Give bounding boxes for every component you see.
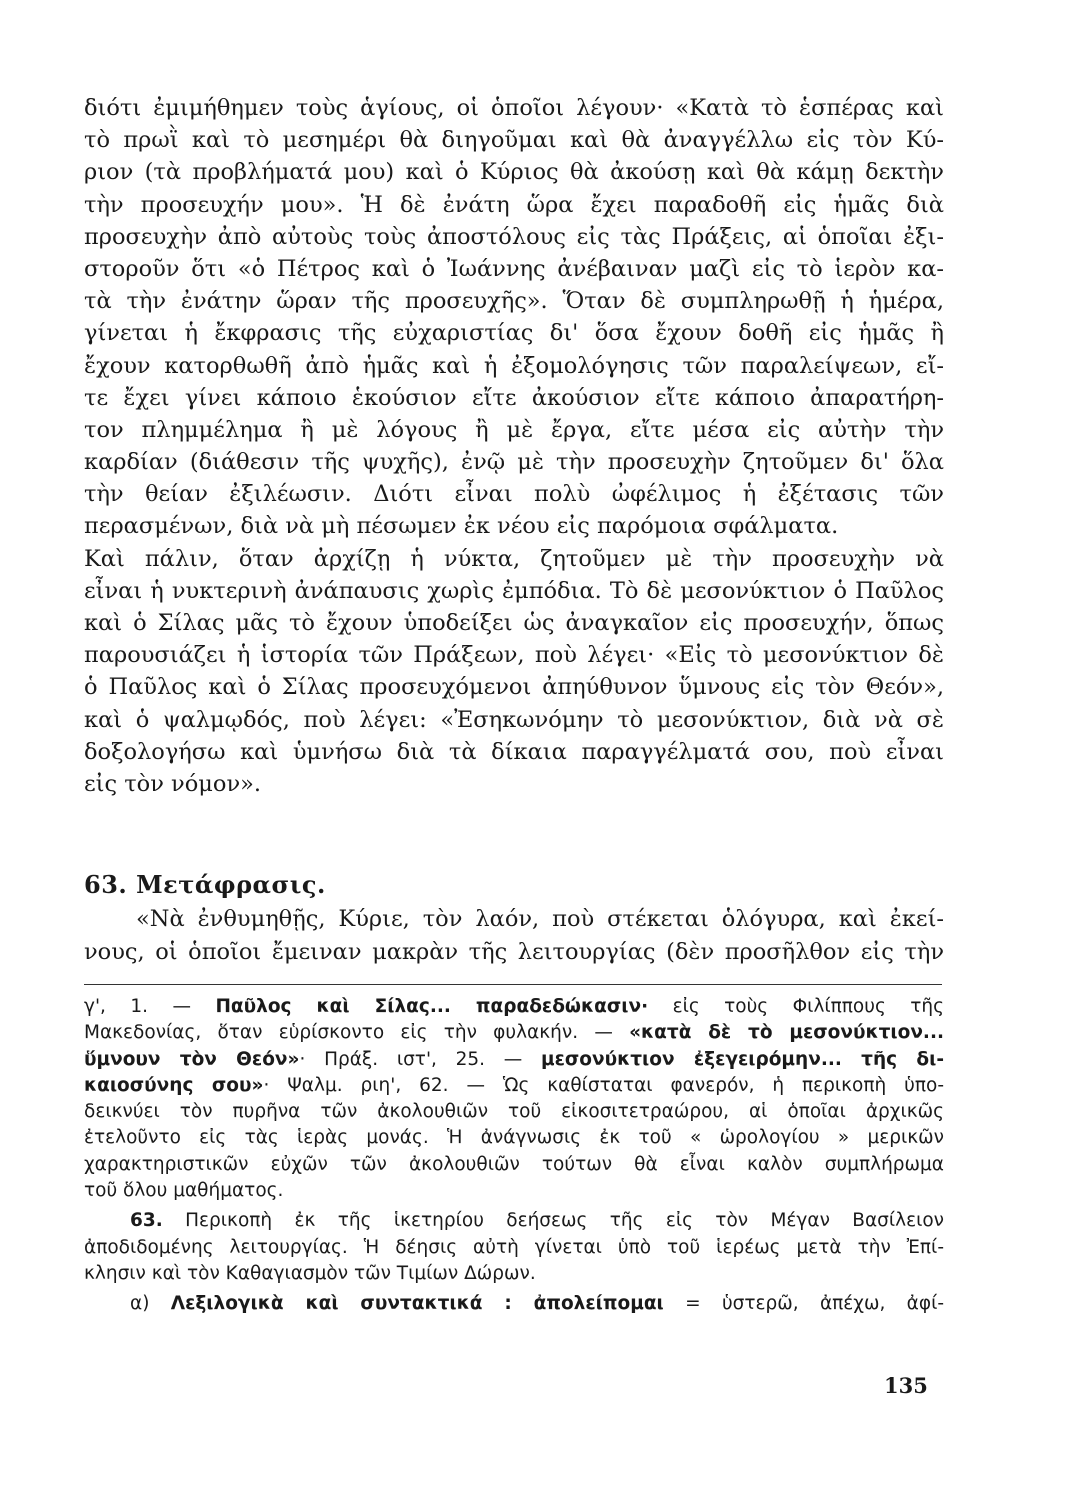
- text-line: εἶναι ἡ νυκτερινὴ ἀνάπαυσις χωρὶς ἐμπόδια. Τὸ δὲ μεσονύκτιον ὁ Παῦλος: [84, 577, 944, 604]
- text-line: περασμένων, διὰ νὰ μὴ πέσωμεν ἐκ νέου εἰς παρόμοια σφάλματα.: [84, 513, 839, 540]
- main-text-block: [84, 92, 944, 800]
- footnote-text: α): [130, 1293, 171, 1315]
- footnote-bold-text: Παῦλος καὶ Σίλας... παραδεδώκασιν·: [215, 996, 649, 1017]
- footnote-line: [84, 1073, 944, 1099]
- text-line: δοξολογήσω καὶ ὑμνήσω διὰ τὰ δίκαια παραγγέλματά σου, ποὺ εἶναι: [84, 738, 944, 765]
- text-line: τὴν θείαν ἐξιλέωσιν. Διότι εἶναι πολὺ ὠφέλιμος ἡ ἐξέτασις τῶν: [84, 481, 944, 508]
- footnote-line: τοῦ ὅλου μαθήματος.: [84, 1180, 284, 1202]
- section-text-block: [84, 903, 944, 968]
- footnote-text: · Ψαλμ. ριη', 62. — Ὡς καθίσταται φανερόν, ἡ περικοπὴ ὑπο-: [263, 1074, 944, 1096]
- footnote-bold-text: Λεξιλογικὰ καὶ συντακτικά : ἀπολείπομαι: [170, 1293, 664, 1315]
- footnote-text: = ὑστερῶ, ἀπέχω, ἀφί-: [663, 1293, 945, 1315]
- text-line: γίνεται ἡ ἔκφρασις τῆς εὐχαριστίας δι' ὅσα ἔχουν δοθῆ εἰς ἡμᾶς ἢ: [84, 320, 944, 347]
- text-line: ἔχουν κατορθωθῆ ἀπὸ ἡμᾶς καὶ ἡ ἐξομολόγησις τῶν παραλείψεων, εἴ-: [84, 352, 944, 379]
- text-line: καὶ ὁ Σίλας μᾶς τὸ ἔχουν ὑποδείξει ὡς ἀναγκαῖον εἰς προσευχήν, ὅπως: [84, 610, 944, 636]
- footnote-line: ἀποδιδομένης λειτουργίας. Ἡ δέησις αὐτὴ γίνεται ὑπὸ τοῦ ἱερέως μετὰ τὴν Ἐπί-: [84, 1236, 944, 1258]
- text-line: στοροῦν ὅτι «ὁ Πέτρος καὶ ὁ Ἰωάννης ἀνέβαιναν μαζὶ εἰς τὸ ἱερὸν κα-: [84, 255, 944, 282]
- section-heading: 63. Μετάφρασις.: [84, 870, 326, 899]
- footnote-divider: [84, 984, 942, 985]
- footnote-line: [84, 1047, 944, 1073]
- footnote-text: εἰς τοὺς Φιλίππους τῆς: [648, 996, 944, 1017]
- footnote-line: δεικνύει τὸν πυρῆνα τῶν ἀκολουθιῶν τοῦ εἰκοσιτετραώρου, αἱ ὁποῖαι ἀρχικῶς: [84, 1101, 944, 1123]
- footnote-bold-text: «κατὰ δὲ τὸ μεσονύκτιον...: [629, 1022, 945, 1044]
- footnote-line: [84, 994, 944, 1020]
- text-line: νους, οἱ ὁποῖοι ἔμειναν μακρὰν τῆς λειτουργίας (δὲν προσῆλθον εἰς τὴν: [84, 938, 944, 965]
- text-line: καὶ ὁ ψαλμῳδός, ποὺ λέγει: «Ἐσηκωνόμην τὸ μεσονύκτιον, διὰ νὰ σὲ: [84, 706, 944, 733]
- text-line: διότι ἐμιμήθημεν τοὺς ἁγίους, οἱ ὁποῖοι λέγουν· «Κατὰ τὸ ἑσπέρας καὶ: [84, 95, 944, 121]
- footnote-line: κλησιν καὶ τὸν Καθαγιασμὸν τῶν Τιμίων Δώρων.: [84, 1262, 536, 1284]
- footnotes-block: [84, 994, 944, 1318]
- footnote-bold-text: μεσονύκτιον ἐξεγειρόμην... τῆς δι-: [540, 1048, 944, 1070]
- footnote-line: ἐτελοῦντο εἰς τὰς ἱερὰς μονάς. Ἡ ἀνάγνωσις ἐκ τοῦ « ὡρολογίου » μερικῶν: [84, 1127, 944, 1149]
- footnote-text: · Πράξ. ιστ', 25. —: [299, 1048, 541, 1070]
- text-line: «Νὰ ἐνθυμηθῇς, Κύριε, τὸν λαόν, ποὺ στέκεται ὁλόγυρα, καὶ ἐκεί-: [136, 906, 944, 932]
- text-line: Καὶ πάλιν, ὅταν ἀρχίζῃ ἡ νύκτα, ζητοῦμεν μὲ τὴν προσευχὴν νὰ: [84, 545, 944, 572]
- text-line: παρουσιάζει ἡ ἱστορία τῶν Πράξεων, ποὺ λέγει· «Εἰς τὸ μεσονύκτιον δὲ: [84, 642, 944, 669]
- footnote-number: 63.: [130, 1210, 163, 1232]
- footnote-line: χαρακτηριστικῶν εὐχῶν τῶν ἀκολουθιῶν τούτων θὰ εἶναι καλὸν συμπλήρωμα: [84, 1153, 944, 1175]
- text-line: τὸ πρωῒ καὶ τὸ μεσημέρι θὰ διηγοῦμαι καὶ θὰ ἀναγγέλλω εἰς τὸν Κύ-: [84, 127, 944, 154]
- text-line: καρδίαν (διάθεσιν τῆς ψυχῆς), ἐνῷ μὲ τὴν προσευχὴν ζητοῦμεν δι' ὅλα: [84, 449, 944, 476]
- page-number: 135: [884, 1373, 928, 1398]
- footnote-line: [84, 1291, 944, 1317]
- text-line: τον πλημμέλημα ἢ μὲ λόγους ἢ μὲ ἔργα, εἴτε μέσα εἰς αὐτὴν τὴν: [84, 416, 944, 443]
- text-line: ριον (τὰ προβλήματά μου) καὶ ὁ Κύριος θὰ ἀκούσῃ καὶ θὰ κάμῃ δεκτὴν: [84, 159, 944, 186]
- text-line: ὁ Παῦλος καὶ ὁ Σίλας προσευχόμενοι ἀπηύθυνον ὕμνους εἰς τὸν Θεόν»,: [84, 674, 944, 701]
- footnote-text: Μακεδονίας, ὅταν εὑρίσκοντο εἰς τὴν φυλακήν. —: [84, 1022, 630, 1044]
- text-line: τὰ τὴν ἐνάτην ὥραν τῆς προσευχῆς». Ὅταν δὲ συμπληρωθῇ ἡ ἡμέρα,: [84, 288, 944, 315]
- footnote-line: [84, 1020, 944, 1046]
- footnote-bold-text: ὕμνουν τὸν Θεόν»: [84, 1048, 300, 1070]
- footnote-bold-text: καιοσύνης σου»: [84, 1074, 264, 1096]
- text-line: εἰς τὸν νόμον».: [84, 770, 262, 797]
- footnote-line: [84, 1208, 944, 1234]
- footnote-text: Περικοπὴ ἐκ τῆς ἱκετηρίου δεήσεως τῆς εἰς τὸν Μέγαν Βασίλειον: [162, 1210, 944, 1232]
- text-line: προσευχὴν ἀπὸ αὐτοὺς τοὺς ἀποστόλους εἰς τὰς Πράξεις, αἱ ὁποῖαι ἐξι-: [84, 223, 944, 250]
- footnote-text: γ', 1. —: [84, 996, 216, 1017]
- text-line: τὴν προσευχήν μου». Ἡ δὲ ἐνάτη ὥρα ἔχει παραδοθῆ εἰς ἡμᾶς διὰ: [84, 191, 944, 218]
- text-line: τε ἔχει γίνει κάποιο ἑκούσιον εἴτε ἀκούσιον εἴτε κάποιο ἀπαρατήρη-: [84, 384, 944, 411]
